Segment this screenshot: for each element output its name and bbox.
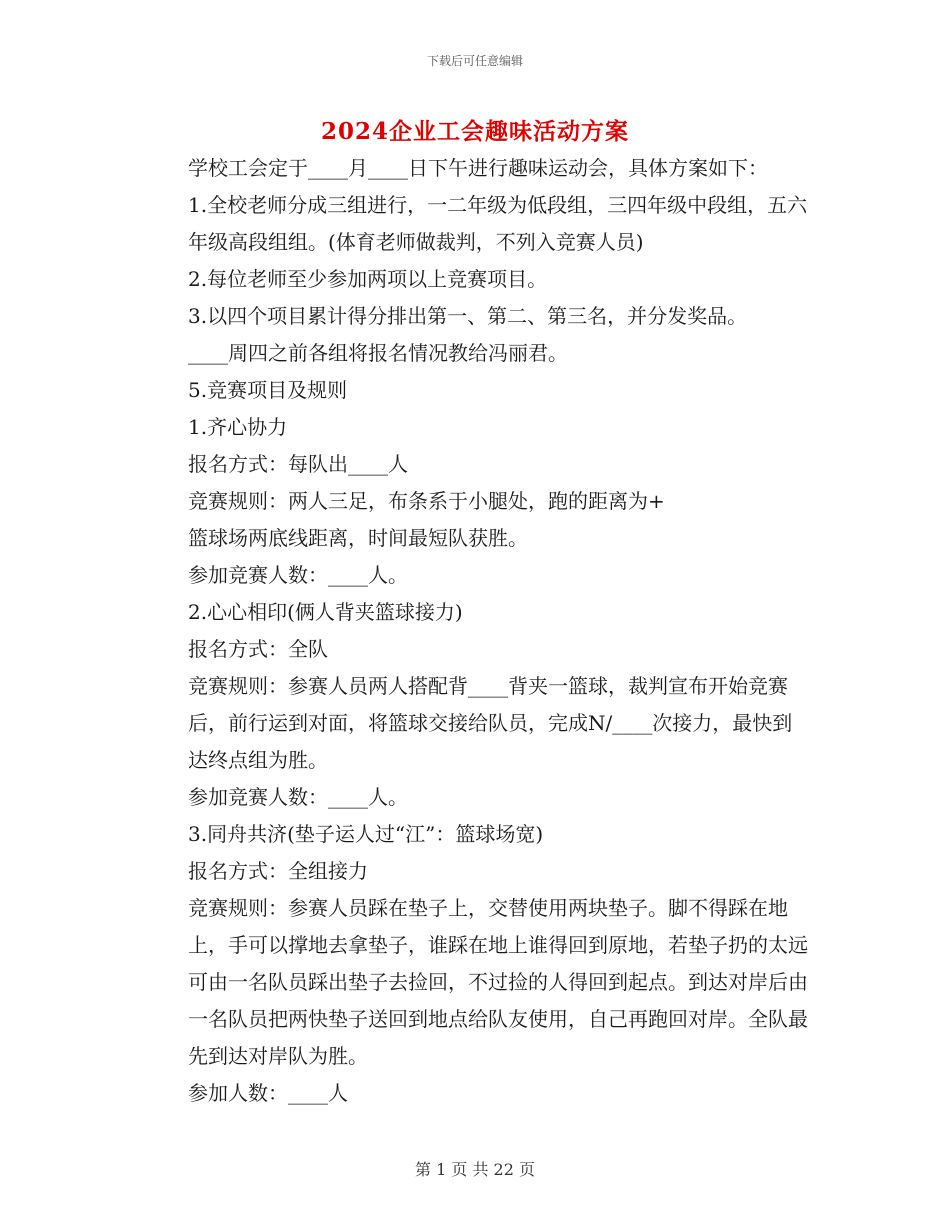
event-3-signup: 报名方式：全组接力 [188,859,368,883]
paragraph-item-5: 5.竞赛项目及规则 [188,378,348,402]
event-2-rules: 竞赛规则：参赛人员两人搭配背____背夹一篮球，裁判宣布开始竞赛后，前行运到对面，将篮球交接给队员，完成N/____次接力，最快到达终点组为胜。 [188,674,793,772]
document-body [142,150,810,1112]
event-1-signup: 报名方式：每队出____人 [188,452,408,476]
event-3-rules: 竞赛规则：参赛人员踩在垫子上，交替使用两块垫子。脚不得踩在地上，手可以撑地去拿垫子，谁踩在地上谁得回到原地，若垫子扔的太远可由一名队员踩出垫子去捡回，不过捡的人得回到起点。到达对岸后由一名队员把两快垫子送回到地点给队友使用，自己再跑回对岸。全队最先到达对岸队为胜。 [188,896,808,1068]
event-1-participants: 参加竞赛人数：____人。 [188,563,408,587]
event-2-participants: 参加竞赛人数：____人。 [188,785,408,809]
page-footer: 第 1 页 共 22 页 [415,1160,535,1179]
paragraph-item-1: 1.全校老师分成三组进行，一二年级为低段组，三四年级中段组，五六年级高段组组。(体育老师做裁判，不列入竞赛人员) [188,193,808,254]
event-2-heading: 2.心心相印(俩人背夹篮球接力) [188,600,463,624]
event-3-heading: 3.同舟共济(垫子运人过“江”：篮球场宽) [188,822,544,846]
page-header: 下载后可任意编辑 [426,54,523,68]
event-1-rules-cont: 篮球场两底线距离，时间最短队获胜。 [188,526,528,550]
paragraph-item-4: ____周四之前各组将报名情况教给冯丽君。 [188,341,568,365]
event-1-heading: 1.齐心协力 [188,415,288,439]
event-3-participants: 参加人数：____人 [188,1081,348,1105]
event-2-signup: 报名方式：全队 [188,637,328,661]
event-1-rules: 竞赛规则：两人三足，布条系于小腿处，跑的距离为+ [188,489,665,513]
paragraph-item-3: 3.以四个项目累计得分排出第一、第二、第三名，并分发奖品。 [188,304,748,328]
paragraph-intro: 学校工会定于____月____日下午进行趣味运动会，具体方案如下： [188,156,768,180]
document-title: 2024企业工会趣味活动方案 [320,118,629,145]
paragraph-item-2: 2.每位老师至少参加两项以上竞赛项目。 [188,267,548,291]
